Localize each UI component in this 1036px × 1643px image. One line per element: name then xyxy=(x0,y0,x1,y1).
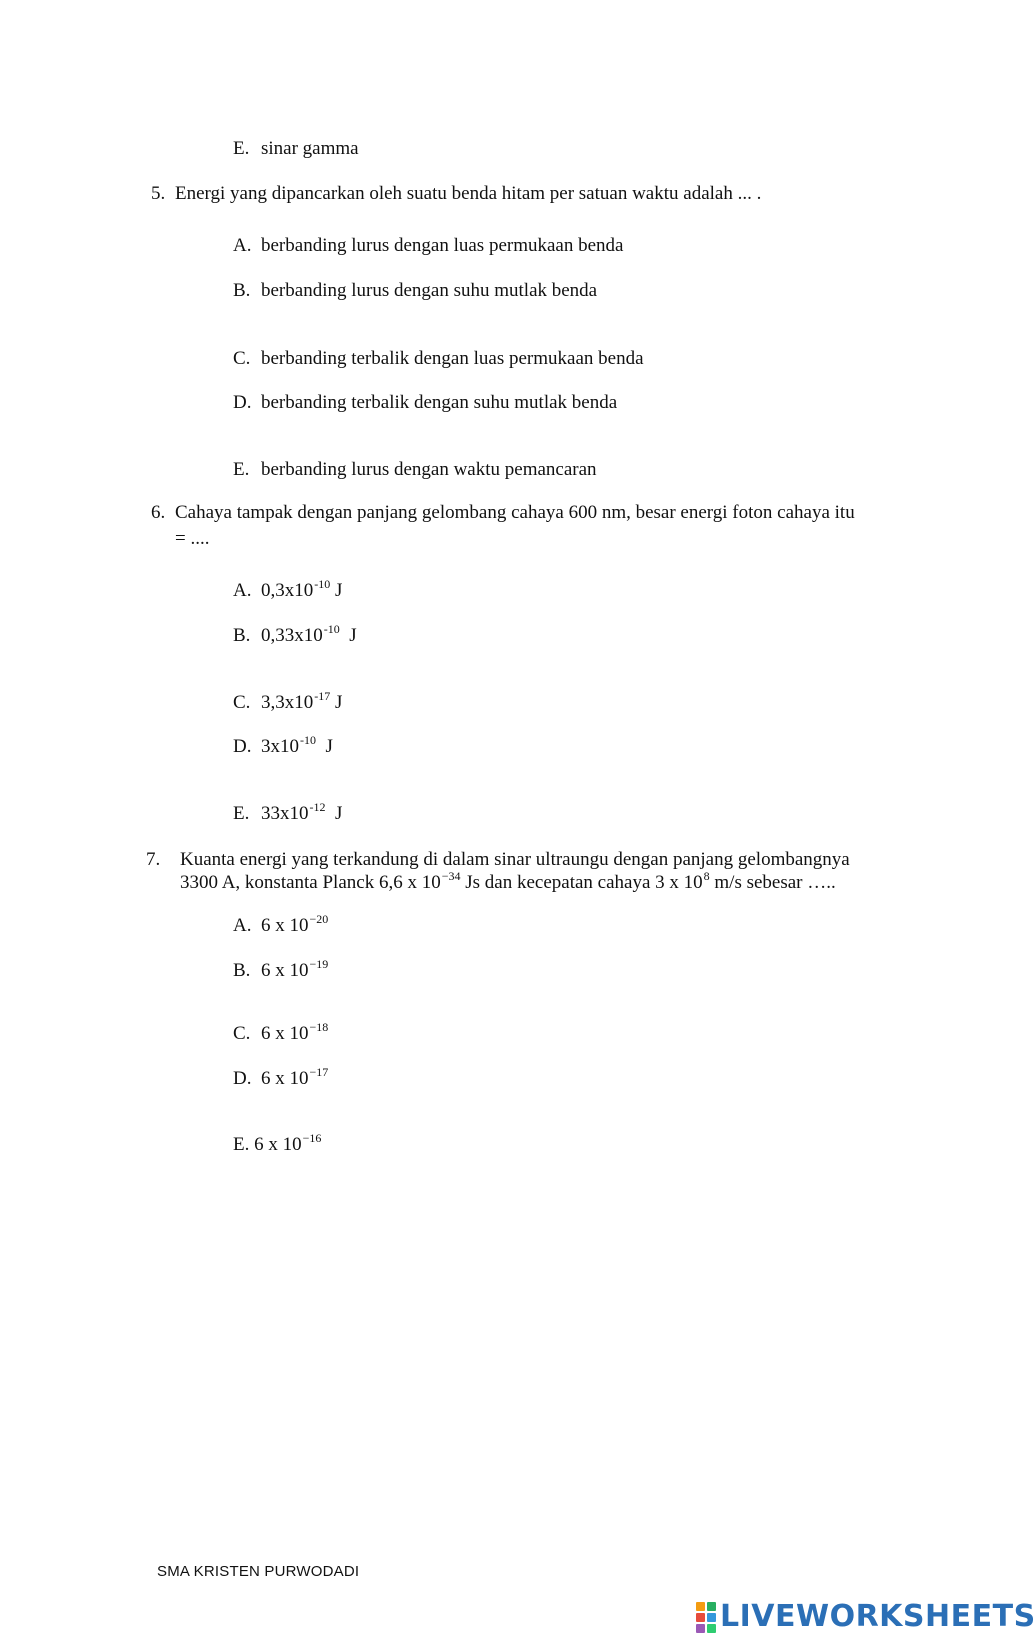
option-base: 6 x 10 xyxy=(254,1134,302,1155)
option-base: 6 x 10 xyxy=(261,960,309,981)
q7-option-a xyxy=(233,912,329,937)
planck-exponent: −34 xyxy=(441,869,461,883)
option-letter: E. xyxy=(233,138,250,159)
question-number: 7. xyxy=(146,849,161,870)
option-text: berbanding terbalik dengan luas permukaan benda xyxy=(261,348,644,369)
question-text: Cahaya tampak dengan panjang gelombang cahaya 600 nm, besar energi foton cahaya itu xyxy=(175,502,855,523)
question-text: Energi yang dipancarkan oleh suatu benda hitam per satuan waktu adalah ... . xyxy=(175,183,762,204)
option-base: 3x10 xyxy=(261,736,299,757)
option-letter: E. xyxy=(233,1134,250,1155)
option-text: berbanding lurus dengan suhu mutlak benda xyxy=(261,280,598,301)
option-base: 6 x 10 xyxy=(261,1023,309,1044)
logo-square xyxy=(707,1613,716,1622)
q5-option-e xyxy=(233,459,597,481)
question-number: 5. xyxy=(151,183,166,204)
q6-option-a xyxy=(233,577,343,602)
light-speed-exponent: 8 xyxy=(703,869,710,883)
option-base: 6 x 10 xyxy=(261,915,309,936)
q6-option-c xyxy=(233,689,343,714)
question-number: 6. xyxy=(151,502,166,523)
q6-option-e xyxy=(233,800,343,825)
option-text: berbanding lurus dengan waktu pemancaran xyxy=(261,459,597,480)
option-letter: D. xyxy=(233,392,252,413)
option-letter: A. xyxy=(233,915,252,936)
option-unit: J xyxy=(325,803,343,824)
logo-square xyxy=(707,1624,716,1633)
option-letter: A. xyxy=(233,580,252,601)
q7-question xyxy=(146,849,850,871)
option-letter: C. xyxy=(233,348,251,369)
q7-option-b xyxy=(233,957,329,982)
option-base: 6 x 10 xyxy=(261,1068,309,1089)
option-letter: B. xyxy=(233,280,251,301)
question-text: = .... xyxy=(175,528,210,549)
footer-school-name: SMA KRISTEN PURWODADI xyxy=(157,1563,360,1580)
q6-option-b xyxy=(233,622,357,647)
q7-option-d xyxy=(233,1065,329,1090)
question-text: Kuanta energi yang terkandung di dalam sinar ultraungu dengan panjang gelombangnya xyxy=(180,849,850,870)
option-letter: D. xyxy=(233,1068,252,1089)
option-base: 33x10 xyxy=(261,803,309,824)
logo-square xyxy=(696,1602,705,1611)
q6-option-d xyxy=(233,733,333,758)
option-unit: J xyxy=(339,625,357,646)
liveworksheets-logo-icon xyxy=(696,1602,716,1633)
option-unit: J xyxy=(330,692,343,713)
option-letter: B. xyxy=(233,625,251,646)
liveworksheets-wordmark: LIVEWORKSHEETS xyxy=(720,1599,1036,1634)
option-letter: E. xyxy=(233,459,250,480)
option-text: berbanding lurus dengan luas permukaan benda xyxy=(261,235,624,256)
q5-option-a xyxy=(233,235,623,257)
question-text: Js dan kecepatan cahaya 3 x 10 xyxy=(460,872,703,893)
question-text: 3300 A, konstanta Planck 6,6 x 10 xyxy=(180,872,441,893)
q4-option-e xyxy=(233,138,359,160)
option-text: sinar gamma xyxy=(261,138,359,159)
option-exponent: -10 xyxy=(300,733,316,747)
q7-option-c xyxy=(233,1020,329,1045)
option-exponent: −16 xyxy=(302,1131,322,1145)
option-exponent: -17 xyxy=(314,689,331,703)
option-exponent: -10 xyxy=(314,577,331,591)
logo-square xyxy=(696,1624,705,1633)
option-base: 0,33x10 xyxy=(261,625,323,646)
q5-question xyxy=(151,183,761,205)
option-exponent: −19 xyxy=(309,957,329,971)
option-letter: C. xyxy=(233,1023,251,1044)
option-unit: J xyxy=(316,736,333,757)
option-letter: A. xyxy=(233,235,252,256)
q6-question-continued xyxy=(175,528,209,550)
q6-question xyxy=(151,502,855,524)
q5-option-c xyxy=(233,348,644,370)
option-letter: C. xyxy=(233,692,251,713)
logo-square xyxy=(707,1602,716,1611)
option-exponent: −20 xyxy=(309,912,329,926)
option-text: berbanding terbalik dengan suhu mutlak benda xyxy=(261,392,618,413)
question-text: m/s sebesar ….. xyxy=(709,872,836,893)
option-letter: D. xyxy=(233,736,252,757)
option-letter: B. xyxy=(233,960,251,981)
option-exponent: −17 xyxy=(309,1065,329,1079)
liveworksheets-brand[interactable] xyxy=(696,1600,1036,1634)
option-base: 3,3x10 xyxy=(261,692,314,713)
q7-option-e xyxy=(233,1131,322,1156)
option-letter: E. xyxy=(233,803,250,824)
option-exponent: -10 xyxy=(323,622,340,636)
option-exponent: -12 xyxy=(309,800,326,814)
q7-question-continued xyxy=(180,869,836,894)
q5-option-d xyxy=(233,392,617,414)
logo-square xyxy=(696,1613,705,1622)
option-base: 0,3x10 xyxy=(261,580,314,601)
option-exponent: −18 xyxy=(309,1020,329,1034)
q5-option-b xyxy=(233,280,597,302)
option-unit: J xyxy=(330,580,343,601)
